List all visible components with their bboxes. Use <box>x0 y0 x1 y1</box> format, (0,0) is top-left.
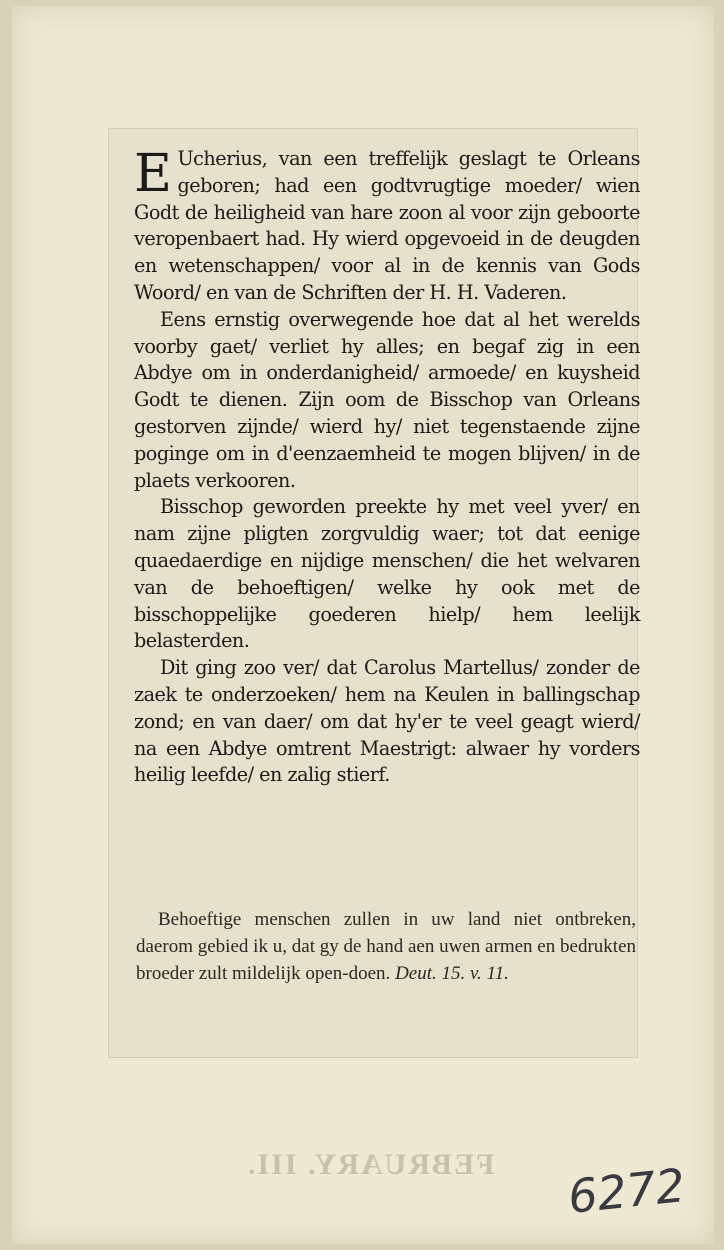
scripture-quote <box>136 906 636 987</box>
drop-cap: E <box>134 144 172 204</box>
main-text-block <box>134 146 640 789</box>
paragraph-1-text: Ucherius, van een treffelijk geslagt te Orleans geboren; had een godtvrugtige moeder/ wien Godt de heiligheid van hare zoon al voor zijn geboorte veropenbaert had. Hy wierd opgevoeid in de deugden en wetenschappen/ voor al in de kennis van Gods Woord/ en van de Schriften der H. H. Vaderen. <box>134 147 640 304</box>
paragraph-3: Bisschop geworden preekte hy met veel yver/ en nam zijne pligten zorgvuldig waer; tot dat eenige quaedaerdige en nijdige menschen/ die het welvaren van de behoeftigen/ welke hy ook met de bisschoppelijke goederen hielp/ hem leelijk belasterden. <box>134 495 640 653</box>
handwritten-number: 6272 <box>565 1158 688 1224</box>
scripture-reference: Deut. 15. v. 11. <box>395 963 509 984</box>
scripture-text: Behoeftige menschen zullen in uw land niet ontbreken, daerom gebied ik u, dat gy de hand aen uwen armen en bedrukten broeder zult mildelijk open-doen. <box>136 909 636 984</box>
paragraph-2: Eens ernstig overwegende hoe dat al het werelds voorby gaet/ verliet hy alles; en begaf zig in een Abdye om in onderdanigheid/ armoede/ en kuysheid Godt te dienen. Zijn oom de Bisschop van Orleans gestorven zijnde/ wierd hy/ niet tegenstaende zijne poginge om in d'eenzaemheid te mogen blijven/ in de plaets verkooren. <box>134 307 640 492</box>
paragraph-1 <box>134 146 640 307</box>
paragraph-4: Dit ging zoo ver/ dat Carolus Martellus/ zonder de zaek te onderzoeken/ hem na Keulen in ballingschap zond; en van daer/ om dat hy'er te veel geagt wierd/ na een Abdye omtrent Maestrigt: alwaer hy vorders heilig leefde/ en zalig stierf. <box>134 656 640 787</box>
bleed-through-heading: FEBRUARY. III. <box>246 1148 495 1181</box>
